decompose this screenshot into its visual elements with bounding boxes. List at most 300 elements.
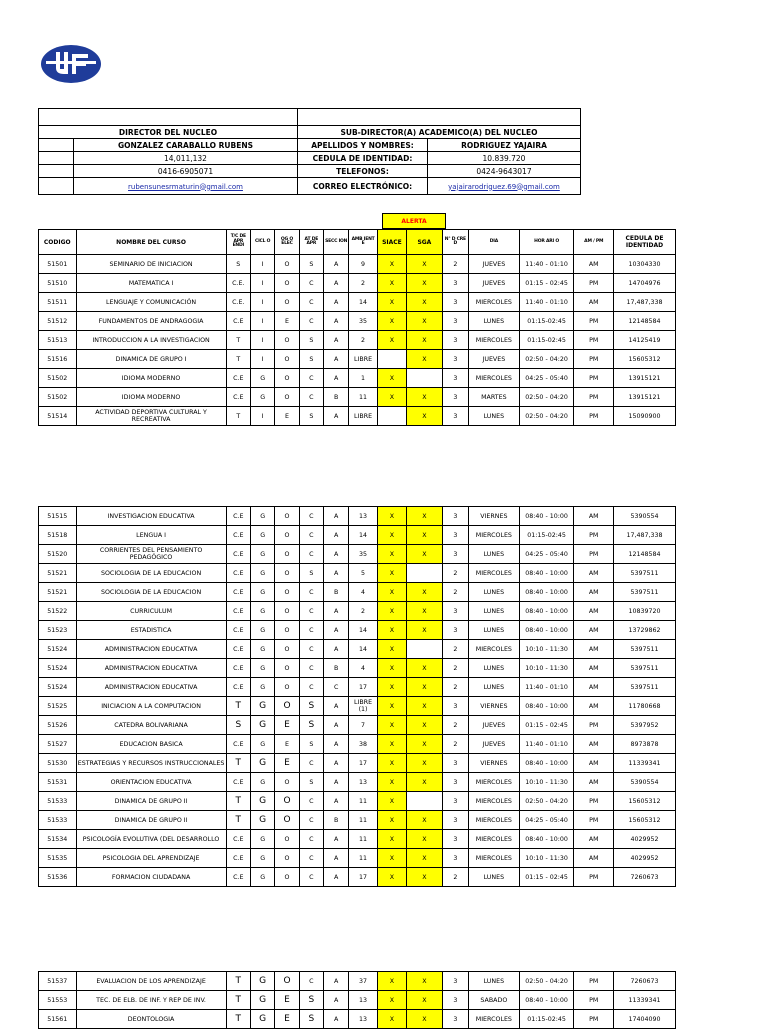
cell-codigo: 51511 <box>39 293 77 312</box>
col-header-seccion: SECC ION <box>324 230 349 255</box>
cell-siace: X <box>377 678 406 697</box>
cell-og: E <box>275 991 299 1010</box>
cell-at: C <box>299 811 323 830</box>
cell-amb: 4 <box>349 583 377 602</box>
cell-sga: X <box>407 331 443 350</box>
cell-sga: X <box>407 526 443 545</box>
cell-amb: 13 <box>349 507 377 526</box>
cell-dia: MIERCOLES <box>469 293 520 312</box>
cell-hora: 02:50 - 04:20 <box>519 350 574 369</box>
cell-tc: C.E <box>226 621 250 640</box>
table-row <box>39 849 676 868</box>
cell-cedula: 5397511 <box>614 640 676 659</box>
cell-at: S <box>299 564 323 583</box>
subdirector-title: SUB-DIRECTOR(A) ACADEMICO(A) DEL NUCLEO <box>298 126 581 139</box>
cell-ampm: PM <box>574 274 614 293</box>
cell-siace: X <box>377 331 406 350</box>
cell-ampm: AM <box>574 564 614 583</box>
cell-at: C <box>299 369 323 388</box>
cell-hora: 04:25 - 05:40 <box>519 811 574 830</box>
cell-ciclo: G <box>250 830 274 849</box>
cell-at: C <box>299 545 323 564</box>
cell-sga: X <box>407 293 443 312</box>
table-row <box>39 640 676 659</box>
cell-ciclo: G <box>250 868 274 887</box>
cell-hora: 04:25 - 05:40 <box>519 545 574 564</box>
cell-siace: X <box>377 830 406 849</box>
cell-ampm: AM <box>574 659 614 678</box>
cell-ciclo: G <box>250 811 274 830</box>
cell-codigo: 51524 <box>39 659 77 678</box>
cell-amb: 38 <box>349 735 377 754</box>
cell-hora: 02:50 - 04:20 <box>519 388 574 407</box>
cell-codigo: 51537 <box>39 972 77 991</box>
cell-siace: X <box>377 972 406 991</box>
cell-cred: 3 <box>442 811 468 830</box>
cell-tc: T <box>226 407 250 426</box>
cell-tc: C.E <box>226 773 250 792</box>
cell-ampm: PM <box>574 526 614 545</box>
cell-hora: 08:40 - 10:00 <box>519 697 574 716</box>
cell-tc: C.E <box>226 545 250 564</box>
cell-siace: X <box>377 735 406 754</box>
cell-nombre: FORMACION CIUDADANA <box>76 868 226 887</box>
cell-ciclo: G <box>250 659 274 678</box>
cell-sec: A <box>324 274 349 293</box>
cell-ciclo: I <box>250 293 274 312</box>
cell-ciclo: G <box>250 545 274 564</box>
cell-dia: JUEVES <box>469 255 520 274</box>
subdirector-id: 10.839.720 <box>428 152 581 165</box>
cell-og: O <box>275 792 299 811</box>
cell-at: C <box>299 274 323 293</box>
cell-og: O <box>275 811 299 830</box>
cell-hora: 08:40 - 10:00 <box>519 991 574 1010</box>
cell-siace: X <box>377 811 406 830</box>
cell-sec: A <box>324 792 349 811</box>
cell-nombre: CURRICULUM <box>76 602 226 621</box>
cell-amb: LIBRE <box>349 350 377 369</box>
cell-sga: X <box>407 868 443 887</box>
cell-cred: 2 <box>442 255 468 274</box>
cell-sga: X <box>407 602 443 621</box>
cell-hora: 08:40 - 10:00 <box>519 621 574 640</box>
table-row <box>39 545 676 564</box>
cell-sec: B <box>324 583 349 602</box>
cell-cred: 3 <box>442 972 468 991</box>
cell-sga: X <box>407 735 443 754</box>
cell-ciclo: G <box>250 583 274 602</box>
table-row <box>39 583 676 602</box>
cell-dia: MIERCOLES <box>469 369 520 388</box>
cell-dia: LUNES <box>469 972 520 991</box>
table-row <box>39 773 676 792</box>
col-header-ciclo: CICL O <box>250 230 274 255</box>
cell-cred: 3 <box>442 1010 468 1029</box>
cell-hora: 08:40 - 10:00 <box>519 830 574 849</box>
cell-dia: MIERCOLES <box>469 811 520 830</box>
cell-amb: 9 <box>349 255 377 274</box>
cell-dia: JUEVES <box>469 274 520 293</box>
cell-siace: X <box>377 564 406 583</box>
table-row <box>39 716 676 735</box>
cell-amb: LIBRE (1) <box>349 697 377 716</box>
cell-cedula: 5397511 <box>614 564 676 583</box>
cell-ampm: AM <box>574 830 614 849</box>
cell-amb: 2 <box>349 274 377 293</box>
cell-cedula: 11780668 <box>614 697 676 716</box>
cell-ciclo: G <box>250 716 274 735</box>
cell-sec: A <box>324 991 349 1010</box>
cell-sec: C <box>324 678 349 697</box>
cell-ampm: AM <box>574 849 614 868</box>
cell-ampm: PM <box>574 716 614 735</box>
cell-hora: 02:50 - 04:20 <box>519 407 574 426</box>
cell-sec: B <box>324 388 349 407</box>
cell-nombre: FUNDAMENTOS DE ANDRAGOGIA <box>76 312 226 331</box>
cell-tc: T <box>226 991 250 1010</box>
cell-at: S <box>299 773 323 792</box>
email-label: CORREO ELECTRÓNICO: <box>298 178 428 195</box>
cell-cedula: 13729862 <box>614 621 676 640</box>
cell-sec: A <box>324 545 349 564</box>
cell-ampm: PM <box>574 331 614 350</box>
table-row <box>39 407 676 426</box>
cell-at: C <box>299 526 323 545</box>
cell-ciclo: G <box>250 564 274 583</box>
cell-codigo: 51524 <box>39 640 77 659</box>
cell-sec: A <box>324 350 349 369</box>
table-row <box>39 312 676 331</box>
university-logo <box>40 44 102 84</box>
cell-ampm: PM <box>574 407 614 426</box>
cell-cred: 3 <box>442 507 468 526</box>
col-header-nombre: NOMBRE DEL CURSO <box>76 230 226 255</box>
cell-tc: C.E <box>226 640 250 659</box>
col-header-at: AT DE APR <box>299 230 323 255</box>
cell-ciclo: G <box>250 640 274 659</box>
cell-nombre: PSICOLOGIA DEL APRENDIZAJE <box>76 849 226 868</box>
cell-siace: X <box>377 369 406 388</box>
cell-hora: 01:15-02:45 <box>519 331 574 350</box>
cell-hora: 10:10 - 11:30 <box>519 659 574 678</box>
cell-at: C <box>299 621 323 640</box>
cell-nombre: ESTRATEGIAS Y RECURSOS INSTRUCCIONALES <box>76 754 226 773</box>
cell-tc: T <box>226 811 250 830</box>
subdirector-email-link[interactable]: yajairarodriguez.69@gmail.com <box>448 182 560 191</box>
cell-dia: VIERNES <box>469 697 520 716</box>
cell-hora: 10:10 - 11:30 <box>519 773 574 792</box>
cell-codigo: 51525 <box>39 697 77 716</box>
cell-sec: A <box>324 369 349 388</box>
table-row <box>39 350 676 369</box>
cell-amb: 35 <box>349 312 377 331</box>
col-header-codigo: CODIGO <box>39 230 77 255</box>
cell-dia: MIERCOLES <box>469 773 520 792</box>
cell-siace: X <box>377 255 406 274</box>
cell-cedula: 17,487,338 <box>614 293 676 312</box>
cell-codigo: 51534 <box>39 830 77 849</box>
cell-sga: X <box>407 849 443 868</box>
cell-ciclo: G <box>250 369 274 388</box>
cell-cred: 3 <box>442 274 468 293</box>
cell-ciclo: G <box>250 849 274 868</box>
cell-ciclo: I <box>250 312 274 331</box>
cell-cred: 3 <box>442 526 468 545</box>
cell-cred: 2 <box>442 868 468 887</box>
cell-cedula: 5397511 <box>614 583 676 602</box>
cell-cred: 3 <box>442 621 468 640</box>
cell-dia: JUEVES <box>469 350 520 369</box>
cell-siace <box>377 407 406 426</box>
table-row <box>39 811 676 830</box>
cell-cred: 3 <box>442 407 468 426</box>
cell-hora: 11:40 - 01:10 <box>519 255 574 274</box>
cell-codigo: 51524 <box>39 678 77 697</box>
table-row <box>39 830 676 849</box>
table-row <box>39 678 676 697</box>
cell-cred: 3 <box>442 388 468 407</box>
cell-ciclo: G <box>250 678 274 697</box>
cell-cred: 3 <box>442 312 468 331</box>
cell-dia: JUEVES <box>469 716 520 735</box>
cell-cedula: 15605312 <box>614 811 676 830</box>
cell-sga <box>407 564 443 583</box>
cell-at: C <box>299 678 323 697</box>
cell-sga: X <box>407 545 443 564</box>
cell-cred: 2 <box>442 716 468 735</box>
table-row <box>39 331 676 350</box>
cell-codigo: 51526 <box>39 716 77 735</box>
table-row <box>39 792 676 811</box>
table-row <box>39 274 676 293</box>
phone-label: TELEFONOS: <box>298 165 428 178</box>
cell-cedula: 5390554 <box>614 773 676 792</box>
cell-amb: 11 <box>349 830 377 849</box>
cell-amb: 11 <box>349 811 377 830</box>
header-row <box>39 230 676 255</box>
cell-amb: 7 <box>349 716 377 735</box>
cell-tc: C.E <box>226 388 250 407</box>
cell-sec: A <box>324 312 349 331</box>
col-header-creditos: N° D CRE D <box>442 230 468 255</box>
cell-siace: X <box>377 312 406 331</box>
cell-at: S <box>299 697 323 716</box>
director-email-link[interactable]: rubensunesrmaturin@gmail.com <box>128 182 243 191</box>
cell-codigo: 51512 <box>39 312 77 331</box>
cell-cedula: 13915121 <box>614 388 676 407</box>
cell-cedula: 12148584 <box>614 545 676 564</box>
cell-tc: C.E. <box>226 293 250 312</box>
cell-amb: 17 <box>349 868 377 887</box>
cell-ciclo: I <box>250 331 274 350</box>
cell-ampm: AM <box>574 507 614 526</box>
cell-sec: A <box>324 697 349 716</box>
cell-ciclo: G <box>250 991 274 1010</box>
cell-cedula: 14704976 <box>614 274 676 293</box>
cell-amb: 17 <box>349 754 377 773</box>
cell-ampm: PM <box>574 350 614 369</box>
cell-nombre: EVALUACION DE LOS APRENDIZAJE <box>76 972 226 991</box>
cell-nombre: ADMINISTRACION EDUCATIVA <box>76 678 226 697</box>
cell-nombre: ADMINISTRACION EDUCATIVA <box>76 640 226 659</box>
cell-nombre: PSICOLOGÍA EVOLUTIVA (DEL DESARROLLO <box>76 830 226 849</box>
cell-hora: 08:40 - 10:00 <box>519 564 574 583</box>
cell-og: O <box>275 507 299 526</box>
cell-dia: LUNES <box>469 545 520 564</box>
cell-tc: C.E <box>226 602 250 621</box>
cell-cedula: 15605312 <box>614 350 676 369</box>
cell-ciclo: G <box>250 1010 274 1029</box>
table-row <box>39 293 676 312</box>
cell-cedula: 11339341 <box>614 991 676 1010</box>
cell-sga: X <box>407 274 443 293</box>
cell-at: C <box>299 972 323 991</box>
cell-tc: T <box>226 1010 250 1029</box>
cell-hora: 01:15-02:45 <box>519 526 574 545</box>
cell-at: S <box>299 1010 323 1029</box>
cell-siace: X <box>377 545 406 564</box>
cell-codigo: 51527 <box>39 735 77 754</box>
col-header-ampm: AM / PM <box>574 230 614 255</box>
cell-nombre: DINAMICA DE GRUPO II <box>76 792 226 811</box>
cell-sec: A <box>324 564 349 583</box>
cell-ciclo: I <box>250 274 274 293</box>
cell-dia: LUNES <box>469 678 520 697</box>
table-row <box>39 1010 676 1029</box>
cell-sec: B <box>324 811 349 830</box>
cell-codigo: 51516 <box>39 350 77 369</box>
cell-tc: C.E <box>226 830 250 849</box>
cell-sec: A <box>324 526 349 545</box>
cell-og: E <box>275 716 299 735</box>
cell-cedula: 10839720 <box>614 602 676 621</box>
cell-ampm: PM <box>574 312 614 331</box>
cell-sec: A <box>324 754 349 773</box>
cell-ampm: PM <box>574 868 614 887</box>
cell-at: C <box>299 388 323 407</box>
cell-ciclo: G <box>250 526 274 545</box>
cell-tc: T <box>226 972 250 991</box>
id-label: CEDULA DE IDENTIDAD: <box>298 152 428 165</box>
courses-table-2 <box>38 506 676 887</box>
cell-cedula: 5397952 <box>614 716 676 735</box>
cell-dia: LUNES <box>469 868 520 887</box>
cell-hora: 01:15 - 02:45 <box>519 868 574 887</box>
names-label: APELLIDOS Y NOMBRES: <box>298 139 428 152</box>
cell-hora: 08:40 - 10:00 <box>519 602 574 621</box>
cell-nombre: DEONTOLOGIA <box>76 1010 226 1029</box>
cell-og: O <box>275 255 299 274</box>
cell-ampm: PM <box>574 369 614 388</box>
cell-tc: C.E. <box>226 274 250 293</box>
cell-ampm: PM <box>574 792 614 811</box>
cell-siace: X <box>377 1010 406 1029</box>
cell-ciclo: G <box>250 388 274 407</box>
cell-codigo: 51518 <box>39 526 77 545</box>
cell-sec: A <box>324 602 349 621</box>
cell-og: O <box>275 583 299 602</box>
cell-sga: X <box>407 255 443 274</box>
cell-ciclo: G <box>250 507 274 526</box>
cell-dia: LUNES <box>469 621 520 640</box>
cell-codigo: 51535 <box>39 849 77 868</box>
cell-tc: C.E <box>226 849 250 868</box>
cell-og: O <box>275 640 299 659</box>
cell-nombre: IDIOMA MODERNO <box>76 369 226 388</box>
cell-nombre: IDIOMA MODERNO <box>76 388 226 407</box>
cell-dia: MIERCOLES <box>469 830 520 849</box>
cell-dia: MIERCOLES <box>469 1010 520 1029</box>
cell-dia: MIERCOLES <box>469 849 520 868</box>
cell-ampm: AM <box>574 583 614 602</box>
alert-label: ALERTA <box>382 213 446 229</box>
cell-nombre: EDUCACION BASICA <box>76 735 226 754</box>
cell-nombre: CATEDRA BOLIVARIANA <box>76 716 226 735</box>
cell-amb: 14 <box>349 640 377 659</box>
cell-cedula: 17404090 <box>614 1010 676 1029</box>
cell-amb: 11 <box>349 792 377 811</box>
cell-at: C <box>299 293 323 312</box>
col-header-horario: HOR ARI O <box>519 230 574 255</box>
cell-ciclo: G <box>250 754 274 773</box>
cell-sec: A <box>324 1010 349 1029</box>
cell-cred: 2 <box>442 659 468 678</box>
cell-codigo: 51501 <box>39 255 77 274</box>
cell-hora: 11:40 - 01:10 <box>519 293 574 312</box>
cell-sec: A <box>324 972 349 991</box>
cell-dia: LUNES <box>469 407 520 426</box>
cell-amb: 5 <box>349 564 377 583</box>
cell-dia: MIERCOLES <box>469 526 520 545</box>
col-header-cedula: CEDULA DE IDENTIDAD <box>614 230 676 255</box>
cell-og: O <box>275 697 299 716</box>
cell-codigo: 51530 <box>39 754 77 773</box>
cell-sga <box>407 640 443 659</box>
cell-at: C <box>299 792 323 811</box>
cell-og: E <box>275 754 299 773</box>
cell-og: O <box>275 602 299 621</box>
cell-at: C <box>299 312 323 331</box>
cell-cedula: 13915121 <box>614 369 676 388</box>
cell-amb: 4 <box>349 659 377 678</box>
cell-sga <box>407 369 443 388</box>
cell-ciclo: I <box>250 407 274 426</box>
cell-og: O <box>275 526 299 545</box>
cell-at: S <box>299 331 323 350</box>
cell-nombre: INTRODUCCION A LA INVESTIGACION <box>76 331 226 350</box>
cell-amb: 13 <box>349 991 377 1010</box>
subdirector-name: RODRIGUEZ YAJAIRA <box>428 139 581 152</box>
cell-at: C <box>299 868 323 887</box>
cell-amb: 11 <box>349 388 377 407</box>
cell-codigo: 51514 <box>39 407 77 426</box>
cell-og: O <box>275 388 299 407</box>
cell-cedula: 12148584 <box>614 312 676 331</box>
cell-nombre: SOCIOLOGIA DE LA EDUCACION <box>76 564 226 583</box>
subdirector-phone: 0424-9643017 <box>428 165 581 178</box>
cell-dia: LUNES <box>469 583 520 602</box>
cell-dia: LUNES <box>469 312 520 331</box>
cell-ciclo: G <box>250 773 274 792</box>
cell-siace: X <box>377 526 406 545</box>
cell-cedula: 14125419 <box>614 331 676 350</box>
cell-hora: 08:40 - 10:00 <box>519 583 574 602</box>
cell-cred: 3 <box>442 697 468 716</box>
col-header-sga: SGA <box>407 230 443 255</box>
cell-sec: A <box>324 773 349 792</box>
cell-nombre: SOCIOLOGIA DE LA EDUCACION <box>76 583 226 602</box>
